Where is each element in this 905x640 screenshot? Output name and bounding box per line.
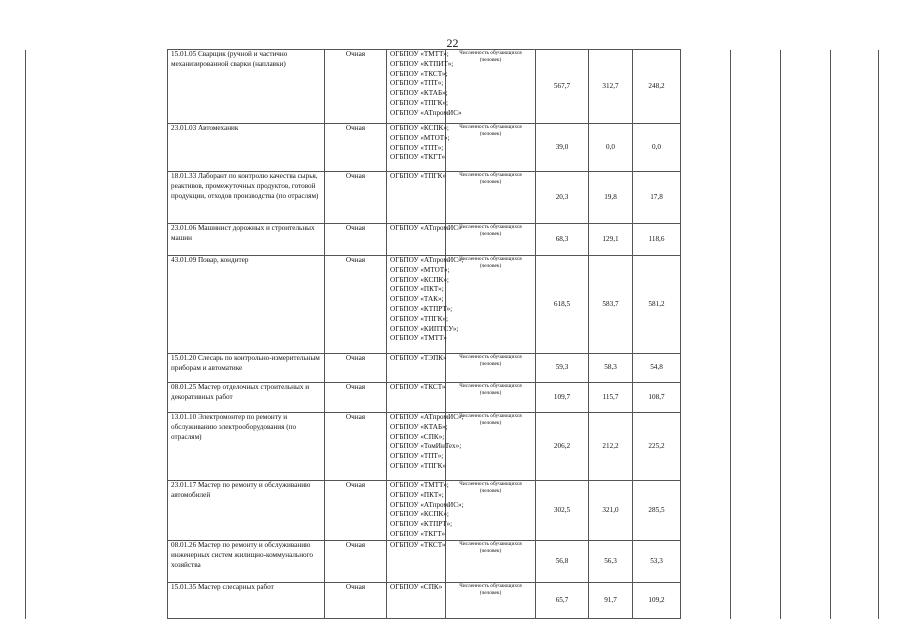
empty-cell-3 (781, 124, 831, 172)
right-margin-cell (831, 383, 879, 413)
organization-item: ОГБПОУ «КТПИТ»; (390, 59, 454, 68)
empty-cell-2 (731, 354, 781, 383)
value-cell-3: 54,8 (633, 354, 681, 383)
organization-item: ОГБПОУ «ПКТ»; (390, 285, 444, 294)
organization-item: ОГБПОУ «ТПГК» (390, 461, 447, 470)
organization-item: ОГБПОУ «АТпромИС» (390, 108, 462, 117)
empty-cell-1 (681, 354, 731, 383)
table-row (26, 413, 879, 481)
profession-cell: 15.01.05 Сварщик (ручной и частично механизированной сварки (наплавки) (168, 50, 325, 124)
empty-cell-2 (731, 256, 781, 354)
table-row (26, 50, 879, 124)
empty-cell-2 (731, 124, 781, 172)
study-form-cell: Очная (325, 354, 387, 383)
organizations-cell (387, 50, 462, 124)
value-cell-1: 567,7 (536, 50, 589, 124)
value-cell-3: 17,8 (633, 172, 681, 224)
organizations-cell (387, 481, 464, 541)
left-margin-cell (26, 383, 168, 413)
empty-cell-3 (781, 541, 831, 583)
indicator-cell: Численность обучающихся (человек) (446, 481, 536, 541)
empty-cell-2 (731, 583, 781, 619)
study-form-cell: Очная (325, 541, 387, 583)
right-margin-cell (831, 172, 879, 224)
organization-item: ОГБПОУ «ТМТТ»; (390, 481, 449, 489)
profession-cell: 15.01.35 Мастер слесарных работ (168, 583, 325, 619)
empty-cell-1 (681, 481, 731, 541)
table-row (26, 383, 879, 413)
indicator-cell: Численность обучающихся (человек) (446, 583, 536, 619)
organization-item: ОГБПОУ «ТКСТ»; (390, 69, 448, 78)
left-margin-cell (26, 481, 168, 541)
value-cell-2: 19,8 (589, 172, 633, 224)
empty-cell-3 (781, 354, 831, 383)
table-row (26, 124, 879, 172)
indicator-cell: Численность обучающихся (человек) (446, 172, 536, 224)
organization-item: ОГБПОУ «КТАБ»; (390, 89, 448, 98)
indicator-cell: Численность обучающихся (человек) (446, 124, 536, 172)
value-cell-2: 58,3 (589, 354, 633, 383)
organization-item: ОГБПОУ «ТМТТ»; (390, 50, 449, 58)
value-cell-2: 56,3 (589, 541, 633, 583)
page-number: 22 (446, 36, 459, 50)
right-margin-cell (831, 354, 879, 383)
organizations-cell (387, 224, 462, 256)
empty-cell-1 (681, 172, 731, 224)
table-body (26, 50, 879, 619)
indicator-cell: Численность обучающихся (человек) (446, 256, 536, 354)
empty-cell-1 (681, 541, 731, 583)
organizations-cell (387, 172, 446, 224)
value-cell-2: 321,0 (589, 481, 633, 541)
profession-cell: 23.01.03 Автомеханик (168, 124, 325, 172)
left-margin-cell (26, 413, 168, 481)
organization-item: ОГБПОУ «СПК»; (390, 432, 445, 441)
value-cell-1: 618,5 (536, 256, 589, 354)
empty-cell-3 (781, 383, 831, 413)
empty-cell-1 (681, 413, 731, 481)
value-cell-3: 0,0 (633, 124, 681, 172)
right-margin-cell (831, 224, 879, 256)
organization-item: ОГБПОУ «ТПГК»; (390, 314, 449, 323)
empty-cell-1 (681, 124, 731, 172)
organizations-cell (387, 541, 446, 583)
value-cell-3: 248,2 (633, 50, 681, 124)
left-margin-cell (26, 541, 168, 583)
organization-item: ОГБПОУ «ТПГК» (390, 172, 447, 180)
indicator-cell: Численность обучающихся (человек) (446, 354, 536, 383)
study-form-cell: Очная (325, 583, 387, 619)
organizations-cell (387, 383, 446, 413)
study-form-cell: Очная (325, 172, 387, 224)
left-margin-cell (26, 354, 168, 383)
organization-item: ОГБПОУ «КТАБ»; (390, 422, 448, 431)
value-cell-1: 39,0 (536, 124, 589, 172)
empty-cell-3 (781, 413, 831, 481)
empty-cell-1 (681, 50, 731, 124)
empty-cell-2 (731, 50, 781, 124)
value-cell-1: 59,3 (536, 354, 589, 383)
empty-cell-3 (781, 224, 831, 256)
profession-table (25, 49, 879, 619)
study-form-cell: Очная (325, 413, 387, 481)
organization-item: ОГБПОУ «АТпромИС» (390, 224, 462, 232)
organization-item: ОГБПОУ «АТпромИС»; (390, 500, 464, 509)
value-cell-1: 68,3 (536, 224, 589, 256)
organization-item: ОГБПОУ «ТПТ»; (390, 79, 444, 88)
right-margin-cell (831, 50, 879, 124)
profession-cell: 08.01.26 Мастер по ремонту и обслуживанию инженерных систем жилищно-коммунального хозяйства (168, 541, 325, 583)
empty-cell-3 (781, 256, 831, 354)
left-margin-cell (26, 172, 168, 224)
indicator-cell: Численность обучающихся (человек) (446, 224, 536, 256)
table-row (26, 256, 879, 354)
empty-cell-2 (731, 172, 781, 224)
organizations-cell (387, 413, 464, 481)
right-margin-cell (831, 124, 879, 172)
profession-cell: 18.01.33 Лаборант по контролю качества сырья, реактивов, промежуточных продуктов, готовой продукции, отходов производства (по отраслям) (168, 172, 325, 224)
organization-item: ОГБПОУ «КТПРТ»; (390, 520, 453, 529)
profession-cell: 08.01.25 Мастер отделочных строительных и декоративных работ (168, 383, 325, 413)
organization-item: ОГБПОУ «КИПТСУ»; (390, 324, 459, 333)
right-margin-cell (831, 256, 879, 354)
organizations-cell (387, 583, 446, 619)
organization-item: ОГБПОУ «МТОТ»; (390, 265, 450, 274)
left-margin-cell (26, 256, 168, 354)
empty-cell-1 (681, 256, 731, 354)
value-cell-1: 56,8 (536, 541, 589, 583)
organizations-cell (387, 354, 446, 383)
table-row (26, 481, 879, 541)
value-cell-2: 212,2 (589, 413, 633, 481)
value-cell-3: 108,7 (633, 383, 681, 413)
left-margin-cell (26, 224, 168, 256)
study-form-cell: Очная (325, 481, 387, 541)
table-row (26, 354, 879, 383)
value-cell-3: 581,2 (633, 256, 681, 354)
profession-cell: 13.01.10 Электромонтер по ремонту и обслуживанию электрооборудования (по отраслям) (168, 413, 325, 481)
empty-cell-2 (731, 383, 781, 413)
empty-cell-3 (781, 172, 831, 224)
organization-item: ОГБПОУ «КСПК»; (390, 124, 449, 132)
study-form-cell: Очная (325, 383, 387, 413)
empty-cell-2 (731, 481, 781, 541)
left-margin-cell (26, 50, 168, 124)
organizations-cell (387, 124, 450, 172)
empty-cell-3 (781, 481, 831, 541)
organization-item: ОГБПОУ «ТПТ»; (390, 452, 444, 461)
value-cell-2: 583,7 (589, 256, 633, 354)
organization-item: ОГБПОУ «ТКСТ» (390, 541, 446, 549)
profession-cell: 23.01.17 Мастер по ремонту и обслуживанию автомобилей (168, 481, 325, 541)
indicator-cell: Численность обучающихся (человек) (446, 50, 536, 124)
organization-item: ОГБПОУ «ТЭПК» (390, 354, 447, 362)
value-cell-3: 285,5 (633, 481, 681, 541)
value-cell-1: 109,7 (536, 383, 589, 413)
right-margin-cell (831, 541, 879, 583)
value-cell-1: 20,3 (536, 172, 589, 224)
value-cell-1: 302,5 (536, 481, 589, 541)
organization-item: ОГБПОУ «ТомИнТех»; (390, 442, 462, 451)
value-cell-2: 0,0 (589, 124, 633, 172)
organization-item: ОГБПОУ «КТПРТ»; (390, 304, 453, 313)
profession-cell: 23.01.06 Машинист дорожных и строительных машин (168, 224, 325, 256)
empty-cell-2 (731, 224, 781, 256)
empty-cell-1 (681, 583, 731, 619)
value-cell-3: 118,6 (633, 224, 681, 256)
organization-item: ОГБПОУ «СПК» (390, 583, 443, 591)
organization-item: ОГБПОУ «КСПК»; (390, 510, 449, 519)
indicator-cell: Численность обучающихся (человек) (446, 383, 536, 413)
indicator-cell: Численность обучающихся (человек) (446, 541, 536, 583)
empty-cell-3 (781, 50, 831, 124)
organizations-cell (387, 256, 464, 354)
table-row (26, 172, 879, 224)
organization-item: ОГБПОУ «ТКГТ» (390, 153, 446, 162)
right-margin-cell (831, 583, 879, 619)
profession-cell: 15.01.20 Слесарь по контрольно-измерительным приборам и автоматике (168, 354, 325, 383)
study-form-cell: Очная (325, 224, 387, 256)
organization-item: ОГБПОУ «ТАК»; (390, 295, 444, 304)
study-form-cell: Очная (325, 256, 387, 354)
organization-item: ОГБПОУ «ТКСТ» (390, 383, 446, 391)
value-cell-2: 91,7 (589, 583, 633, 619)
organization-item: ОГБПОУ «ТПТ»; (390, 143, 444, 152)
empty-cell-2 (731, 541, 781, 583)
study-form-cell: Очная (325, 124, 387, 172)
table-row (26, 224, 879, 256)
organization-item: ОГБПОУ «ТМТТ» (390, 334, 447, 343)
value-cell-3: 53,3 (633, 541, 681, 583)
value-cell-1: 65,7 (536, 583, 589, 619)
left-margin-cell (26, 583, 168, 619)
value-cell-2: 129,1 (589, 224, 633, 256)
organization-item: ОГБПОУ «ТПГК»; (390, 98, 449, 107)
empty-cell-3 (781, 583, 831, 619)
organization-item: ОГБПОУ «АТпромИС»; (390, 256, 464, 264)
organization-item: ОГБПОУ «АТпромИС»; (390, 413, 464, 421)
table-row (26, 541, 879, 583)
empty-cell-2 (731, 413, 781, 481)
organization-item: ОГБПОУ «КСПК»; (390, 275, 449, 284)
organization-item: ОГБПОУ «МТОТ»; (390, 133, 450, 142)
indicator-cell: Численность обучающихся (человек) (446, 413, 536, 481)
profession-cell: 43.01.09 Повар, кондитер (168, 256, 325, 354)
left-margin-cell (26, 124, 168, 172)
table-row (26, 583, 879, 619)
value-cell-3: 109,2 (633, 583, 681, 619)
organization-item: ОГБПОУ «ПКТ»; (390, 490, 444, 499)
study-form-cell: Очная (325, 50, 387, 124)
empty-cell-1 (681, 224, 731, 256)
empty-cell-1 (681, 383, 731, 413)
right-margin-cell (831, 481, 879, 541)
value-cell-2: 115,7 (589, 383, 633, 413)
value-cell-1: 206,2 (536, 413, 589, 481)
value-cell-3: 225,2 (633, 413, 681, 481)
organization-item: ОГБПОУ «ТКГТ» (390, 529, 446, 538)
right-margin-cell (831, 413, 879, 481)
value-cell-2: 312,7 (589, 50, 633, 124)
